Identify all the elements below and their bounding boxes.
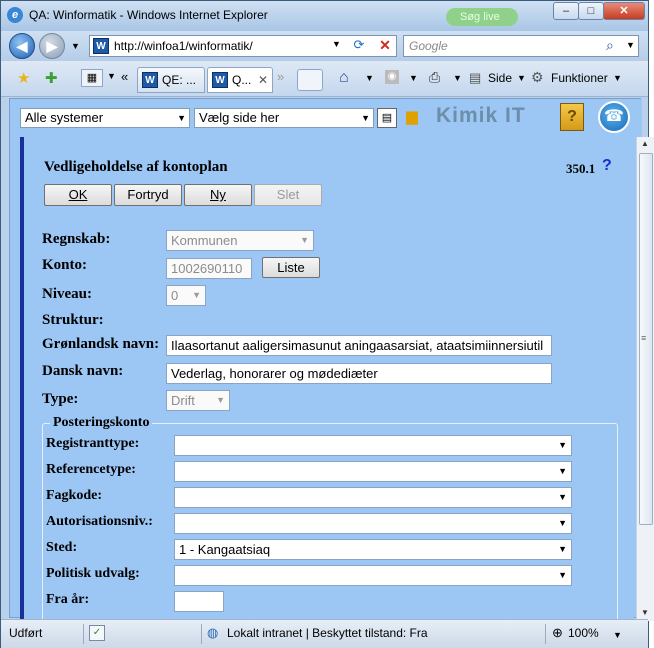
form-panel [20,137,649,621]
niveau-label: Niveau: [42,286,92,302]
type-value: Drift [171,393,195,408]
fortryd-button[interactable] [114,184,182,206]
ie-logo-icon: e [7,7,23,23]
home-icon[interactable]: ⌂ [339,69,349,86]
groenlandsk-navn-label: Grønlandsk navn: [42,336,160,352]
minimize-button[interactable]: – [553,2,579,20]
zoom-dropdown-icon[interactable]: ▼ [613,630,622,640]
print-dropdown-icon[interactable]: ▼ [453,73,462,83]
address-dropdown-icon[interactable]: ▼ [332,39,341,49]
scroll-grip-icon: ≡ [641,333,647,343]
chevron-down-icon: ▼ [558,440,567,450]
navigation-bar [1,31,648,61]
fagkode-select[interactable] [174,487,572,508]
feeds-dropdown-icon[interactable]: ▼ [409,73,418,83]
status-text: Udført [9,626,43,640]
vertical-scrollbar[interactable] [636,137,654,621]
search-live-button[interactable]: Søg live [446,8,518,26]
dansk-navn-label: Dansk navn: [42,363,124,379]
scroll-tabs-right-icon[interactable]: » [277,69,285,84]
print-icon[interactable]: ⎙ [429,69,441,85]
favorites-star-icon[interactable]: ★ [17,70,31,87]
status-separator [545,624,546,644]
tab-qe[interactable] [137,67,205,93]
title-bar [1,1,648,31]
konto-label: Konto: [42,257,87,273]
protected-mode-icon: ✓ [89,625,105,641]
app-header [10,99,642,137]
help-book-icon[interactable]: ? [560,103,584,131]
chevron-down-icon: ▼ [300,235,309,245]
registranttype-label: Registranttype: [46,436,140,451]
tab-active[interactable] [207,67,273,93]
zoom-icon[interactable]: ⊕ [552,625,563,640]
maximize-button[interactable]: □ [578,2,604,20]
chevron-down-icon: ▼ [361,113,370,123]
address-url[interactable]: http://winfoa1/winformatik/ [114,39,253,53]
add-favorite-icon[interactable]: ✚ [45,70,58,87]
tab-label: QE: ... [162,73,197,87]
chevron-down-icon: ▼ [558,466,567,476]
dansk-navn-field[interactable]: Vederlag, honorarer og mødediæter [166,363,552,384]
intranet-zone-icon: ◍ [207,625,219,640]
page-title: Vedligeholdelse af kontoplan [44,159,228,175]
side-dropdown-icon[interactable]: ▼ [517,73,526,83]
registranttype-select[interactable] [174,435,572,456]
regnskab-value: Kommunen [171,233,238,248]
posteringskonto-legend: Posteringskonto [50,415,152,431]
regnskab-label: Regnskab: [42,231,111,247]
ny-label: Ny [210,187,226,202]
politisk-udvalg-label: Politisk udvalg: [46,566,140,581]
sted-select[interactable] [174,539,572,560]
fra-aar-label: Fra år: [46,592,90,607]
chevron-down-icon: ▼ [558,544,567,554]
autorisationsniv-label: Autorisationsniv.: [46,514,153,529]
slet-label: Slet [276,187,300,202]
help-icon[interactable]: ? [602,157,612,174]
liste-button[interactable] [262,257,320,278]
status-bar [1,619,648,648]
type-label: Type: [42,391,79,407]
home-dropdown-icon[interactable]: ▼ [365,73,374,83]
tab-label: Q... [232,73,252,87]
list-view-icon[interactable]: ▤ [377,108,397,128]
back-button[interactable]: ◀ [9,33,35,59]
page-number: 350.1 [566,161,596,176]
status-separator [83,624,84,644]
brand-logo: Kimik IT [436,104,526,127]
chevron-down-icon: ▼ [558,518,567,528]
new-tab-button[interactable] [297,69,323,91]
search-placeholder[interactable]: Google [409,39,448,53]
stop-icon[interactable]: ✕ [379,37,391,53]
tab-close-icon[interactable]: ✕ [257,73,268,87]
niveau-select [166,285,206,306]
referencetype-label: Referencetype: [46,462,136,477]
referencetype-select[interactable] [174,461,572,482]
struktur-label: Struktur: [42,312,104,328]
funktioner-menu[interactable]: Funktioner [551,71,608,85]
note-icon[interactable]: ▆ [406,108,418,125]
tools-gear-icon[interactable]: ⚙ [531,69,544,85]
phone-support-icon[interactable]: ☎ [598,101,630,133]
system-select[interactable] [20,108,190,128]
search-icon[interactable]: ⌕ [606,37,614,53]
tab-favicon-icon: W [142,72,158,88]
chevron-down-icon: ▼ [177,113,186,123]
refresh-icon[interactable]: ⟳ [353,37,365,52]
politisk-udvalg-select[interactable] [174,565,572,586]
page-icon[interactable]: ▤ [469,70,482,85]
autorisationsniv-select[interactable] [174,513,572,534]
close-button[interactable]: ✕ [603,2,645,20]
slet-button [254,184,322,206]
side-menu[interactable]: Side [488,71,513,85]
groenlandsk-navn-field[interactable]: Ilaasortanut aaligersimasunut aningaasarsiat, ataatsimiinnersiutil [166,335,552,356]
site-favicon-icon: W [93,38,109,54]
niveau-value: 0 [171,288,179,303]
ok-button[interactable] [44,184,112,206]
zoom-level[interactable]: 100% [568,626,599,640]
konto-field: 1002690110 [166,258,252,279]
fortryd-label: Fortryd [127,187,169,202]
page-select-value: Vælg side her [199,110,280,125]
scroll-down-icon[interactable]: ▼ [641,608,649,617]
tab-bar [1,61,648,97]
tab-list-dropdown-icon[interactable]: ▼ [107,71,116,81]
sted-value: 1 - Kangaatsiaq [179,542,271,557]
page-select[interactable] [194,108,374,128]
search-options-icon[interactable]: ▼ [626,40,635,50]
quick-tabs-icon[interactable]: ▦ [81,69,103,87]
chevron-down-icon: ▼ [558,570,567,580]
fagkode-label: Fagkode: [46,488,102,503]
scroll-tabs-left-icon[interactable]: « [121,69,129,84]
history-dropdown-icon[interactable]: ▼ [71,41,80,51]
ok-label: OK [68,187,88,202]
forward-button[interactable]: ▶ [39,33,65,59]
chevron-down-icon: ▼ [192,290,201,300]
ny-button[interactable] [184,184,252,206]
system-select-value: Alle systemer [25,110,104,125]
page-content [9,98,649,618]
window-title: QA: Winformatik - Windows Internet Explorer [29,8,268,22]
search-box[interactable] [403,35,639,57]
address-bar[interactable] [89,35,397,57]
zone-text[interactable]: Lokalt intranet | Beskyttet tilstand: Fra [227,626,428,640]
fra-aar-field[interactable] [174,591,224,612]
tab-favicon-icon: W [212,72,228,88]
feeds-icon[interactable]: ◉ [385,70,399,84]
status-separator [201,624,202,644]
liste-label: Liste [277,260,305,275]
chevron-down-icon: ▼ [216,395,225,405]
funktioner-dropdown-icon[interactable]: ▼ [613,73,622,83]
type-select [166,390,230,411]
regnskab-select [166,230,314,251]
sted-label: Sted: [46,540,78,555]
chevron-down-icon: ▼ [558,492,567,502]
scroll-up-icon[interactable]: ▲ [641,139,649,148]
